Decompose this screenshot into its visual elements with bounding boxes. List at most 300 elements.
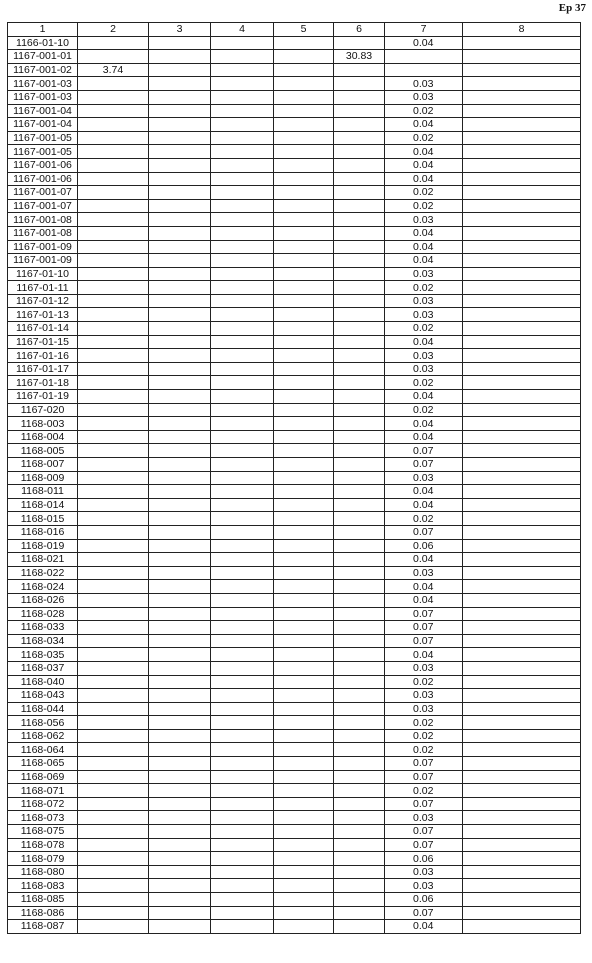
row-id-cell: 1167-001-07 xyxy=(8,186,78,200)
col8-cell xyxy=(463,322,581,336)
col5-cell xyxy=(274,281,334,295)
table-row xyxy=(8,158,581,172)
col8-cell xyxy=(463,661,581,675)
col2-cell xyxy=(78,879,149,893)
col4-cell xyxy=(211,36,274,50)
col7-cell: 0.04 xyxy=(385,593,463,607)
col6-cell xyxy=(334,226,385,240)
col5-cell xyxy=(274,213,334,227)
col8-cell xyxy=(463,362,581,376)
table-row xyxy=(8,36,581,50)
col7-cell: 0.03 xyxy=(385,294,463,308)
col5-cell xyxy=(274,77,334,91)
col7-cell: 0.07 xyxy=(385,458,463,472)
col8-cell xyxy=(463,458,581,472)
data-table xyxy=(7,22,581,934)
table-row xyxy=(8,716,581,730)
col4-cell xyxy=(211,525,274,539)
col3-cell xyxy=(149,36,211,50)
row-id-cell: 1168-004 xyxy=(8,430,78,444)
col3-cell xyxy=(149,607,211,621)
col3-cell xyxy=(149,797,211,811)
col7-cell: 0.03 xyxy=(385,213,463,227)
col2-cell xyxy=(78,335,149,349)
col5-cell xyxy=(274,36,334,50)
col4-cell xyxy=(211,104,274,118)
col8-cell xyxy=(463,648,581,662)
col5-cell xyxy=(274,199,334,213)
table-row xyxy=(8,607,581,621)
col5-cell xyxy=(274,50,334,64)
row-id-cell: 1168-024 xyxy=(8,580,78,594)
col7-cell xyxy=(385,63,463,77)
row-id-cell: 1168-019 xyxy=(8,539,78,553)
col2-cell xyxy=(78,893,149,907)
col3-cell xyxy=(149,199,211,213)
col3-cell xyxy=(149,539,211,553)
col8-cell xyxy=(463,838,581,852)
col6-cell xyxy=(334,471,385,485)
col6-cell xyxy=(334,593,385,607)
col8-cell xyxy=(463,566,581,580)
col3-cell xyxy=(149,335,211,349)
row-id-cell: 1167-001-08 xyxy=(8,226,78,240)
col7-cell: 0.07 xyxy=(385,444,463,458)
col7-cell: 0.07 xyxy=(385,525,463,539)
col5-cell xyxy=(274,417,334,431)
table-row xyxy=(8,254,581,268)
col2-cell xyxy=(78,716,149,730)
col4-cell xyxy=(211,702,274,716)
col2-cell xyxy=(78,158,149,172)
col6-cell xyxy=(334,607,385,621)
col8-cell xyxy=(463,186,581,200)
col4-cell xyxy=(211,797,274,811)
col2-cell xyxy=(78,36,149,50)
col2-cell xyxy=(78,403,149,417)
col4-cell xyxy=(211,485,274,499)
col7-cell: 0.04 xyxy=(385,498,463,512)
col4-cell xyxy=(211,444,274,458)
col5-cell xyxy=(274,267,334,281)
col6-cell xyxy=(334,689,385,703)
table-row xyxy=(8,512,581,526)
table-row xyxy=(8,172,581,186)
table-row xyxy=(8,199,581,213)
row-id-cell: 1168-072 xyxy=(8,797,78,811)
col4-cell xyxy=(211,729,274,743)
col7-cell: 0.02 xyxy=(385,512,463,526)
col3-cell xyxy=(149,118,211,132)
col5-cell xyxy=(274,865,334,879)
row-id-cell: 1167-001-09 xyxy=(8,240,78,254)
col3-cell xyxy=(149,553,211,567)
row-id-cell: 1167-01-11 xyxy=(8,281,78,295)
col8-cell xyxy=(463,770,581,784)
table-row xyxy=(8,104,581,118)
table-row xyxy=(8,784,581,798)
col6-cell xyxy=(334,267,385,281)
col7-cell: 0.07 xyxy=(385,621,463,635)
table-row xyxy=(8,661,581,675)
col5-cell xyxy=(274,702,334,716)
col4-cell xyxy=(211,172,274,186)
col4-cell xyxy=(211,322,274,336)
table-row xyxy=(8,621,581,635)
col8-cell xyxy=(463,77,581,91)
col5-cell xyxy=(274,471,334,485)
col7-cell: 0.04 xyxy=(385,226,463,240)
col4-cell xyxy=(211,743,274,757)
col3-cell xyxy=(149,186,211,200)
col8-cell xyxy=(463,621,581,635)
col4-cell xyxy=(211,838,274,852)
col8-cell xyxy=(463,716,581,730)
col2-cell xyxy=(78,539,149,553)
row-id-cell: 1168-016 xyxy=(8,525,78,539)
col7-cell: 0.02 xyxy=(385,729,463,743)
col8-cell xyxy=(463,281,581,295)
col8-cell xyxy=(463,675,581,689)
col7-cell: 0.03 xyxy=(385,349,463,363)
col8-cell xyxy=(463,390,581,404)
col5-cell xyxy=(274,335,334,349)
col6-cell xyxy=(334,525,385,539)
col3-cell xyxy=(149,621,211,635)
row-id-cell: 1167-001-05 xyxy=(8,145,78,159)
col7-cell: 0.04 xyxy=(385,648,463,662)
row-id-cell: 1168-033 xyxy=(8,621,78,635)
row-id-cell: 1167-001-01 xyxy=(8,50,78,64)
col4-cell xyxy=(211,199,274,213)
table-row xyxy=(8,213,581,227)
col4-cell xyxy=(211,716,274,730)
col2-cell xyxy=(78,77,149,91)
row-id-cell: 1168-015 xyxy=(8,512,78,526)
col5-cell xyxy=(274,349,334,363)
row-id-cell: 1167-001-04 xyxy=(8,104,78,118)
col4-cell xyxy=(211,77,274,91)
col4-cell xyxy=(211,879,274,893)
col8-cell xyxy=(463,811,581,825)
col6-cell xyxy=(334,131,385,145)
table-body xyxy=(8,36,581,933)
col4-cell xyxy=(211,593,274,607)
col6-cell xyxy=(334,797,385,811)
col3-cell xyxy=(149,417,211,431)
col8-cell xyxy=(463,131,581,145)
col2-cell xyxy=(78,525,149,539)
col8-cell xyxy=(463,471,581,485)
table-row xyxy=(8,458,581,472)
col5-cell xyxy=(274,729,334,743)
col8-cell xyxy=(463,417,581,431)
col2-cell xyxy=(78,322,149,336)
col6-cell xyxy=(334,376,385,390)
col5-cell xyxy=(274,811,334,825)
row-id-cell: 1167-001-03 xyxy=(8,77,78,91)
col5-cell xyxy=(274,90,334,104)
col7-cell: 0.02 xyxy=(385,186,463,200)
table-row xyxy=(8,743,581,757)
col2-cell xyxy=(78,90,149,104)
col6-cell xyxy=(334,390,385,404)
col4-cell xyxy=(211,498,274,512)
row-id-cell: 1166-01-10 xyxy=(8,36,78,50)
col3-cell xyxy=(149,689,211,703)
table-row xyxy=(8,770,581,784)
row-id-cell: 1167-001-09 xyxy=(8,254,78,268)
row-id-cell: 1168-044 xyxy=(8,702,78,716)
col5-cell xyxy=(274,689,334,703)
col7-cell: 0.03 xyxy=(385,702,463,716)
col4-cell xyxy=(211,63,274,77)
col7-cell: 0.06 xyxy=(385,852,463,866)
col3-cell xyxy=(149,281,211,295)
col5-cell xyxy=(274,498,334,512)
col3-cell xyxy=(149,838,211,852)
col6-cell xyxy=(334,430,385,444)
table-row xyxy=(8,63,581,77)
col6-cell xyxy=(334,553,385,567)
col3-cell xyxy=(149,757,211,771)
col2-cell xyxy=(78,240,149,254)
col6-cell xyxy=(334,36,385,50)
col7-cell: 0.04 xyxy=(385,240,463,254)
col8-cell xyxy=(463,485,581,499)
col4-cell xyxy=(211,566,274,580)
table-row xyxy=(8,362,581,376)
col3-cell xyxy=(149,825,211,839)
row-id-cell: 1168-014 xyxy=(8,498,78,512)
col3-cell xyxy=(149,811,211,825)
col6-cell xyxy=(334,539,385,553)
col2-cell xyxy=(78,199,149,213)
col8-cell xyxy=(463,607,581,621)
col6-cell xyxy=(334,308,385,322)
row-id-cell: 1167-020 xyxy=(8,403,78,417)
col6-cell xyxy=(334,77,385,91)
col2-cell xyxy=(78,566,149,580)
col3-cell xyxy=(149,743,211,757)
col7-cell: 0.02 xyxy=(385,675,463,689)
table-row xyxy=(8,281,581,295)
col7-cell: 0.02 xyxy=(385,104,463,118)
col6-cell xyxy=(334,838,385,852)
col3-cell xyxy=(149,376,211,390)
col2-cell xyxy=(78,498,149,512)
row-id-cell: 1167-001-08 xyxy=(8,213,78,227)
col8-cell xyxy=(463,879,581,893)
col3-cell xyxy=(149,498,211,512)
col3-cell xyxy=(149,213,211,227)
col6-cell xyxy=(334,294,385,308)
col6-cell xyxy=(334,240,385,254)
col6-cell xyxy=(334,417,385,431)
col8-cell xyxy=(463,784,581,798)
col2-cell xyxy=(78,648,149,662)
row-id-cell: 1168-079 xyxy=(8,852,78,866)
col3-cell xyxy=(149,104,211,118)
col2-cell xyxy=(78,172,149,186)
row-id-cell: 1168-075 xyxy=(8,825,78,839)
table-row xyxy=(8,376,581,390)
column-header-3: 3 xyxy=(149,23,211,37)
col5-cell xyxy=(274,158,334,172)
col7-cell: 0.07 xyxy=(385,906,463,920)
col8-cell xyxy=(463,335,581,349)
col5-cell xyxy=(274,757,334,771)
col3-cell xyxy=(149,593,211,607)
col7-cell xyxy=(385,50,463,64)
row-id-cell: 1168-080 xyxy=(8,865,78,879)
col7-cell: 0.02 xyxy=(385,716,463,730)
row-id-cell: 1167-001-06 xyxy=(8,172,78,186)
col7-cell: 0.03 xyxy=(385,267,463,281)
col5-cell xyxy=(274,920,334,934)
col4-cell xyxy=(211,118,274,132)
col2-cell xyxy=(78,743,149,757)
col6-cell xyxy=(334,498,385,512)
row-id-cell: 1167-001-05 xyxy=(8,131,78,145)
col4-cell xyxy=(211,865,274,879)
col8-cell xyxy=(463,172,581,186)
col6-cell xyxy=(334,322,385,336)
row-id-cell: 1168-087 xyxy=(8,920,78,934)
col7-cell: 0.04 xyxy=(385,390,463,404)
col8-cell xyxy=(463,920,581,934)
table-row xyxy=(8,335,581,349)
col3-cell xyxy=(149,322,211,336)
col5-cell xyxy=(274,784,334,798)
col6-cell xyxy=(334,852,385,866)
col5-cell xyxy=(274,648,334,662)
col2-cell xyxy=(78,621,149,635)
col6-cell xyxy=(334,634,385,648)
col2-cell xyxy=(78,689,149,703)
table-row xyxy=(8,825,581,839)
col4-cell xyxy=(211,458,274,472)
col7-cell: 0.07 xyxy=(385,825,463,839)
col5-cell xyxy=(274,145,334,159)
col2-cell xyxy=(78,661,149,675)
col4-cell xyxy=(211,661,274,675)
col8-cell xyxy=(463,267,581,281)
col4-cell xyxy=(211,689,274,703)
col8-cell xyxy=(463,104,581,118)
col4-cell xyxy=(211,770,274,784)
column-header-7: 7 xyxy=(385,23,463,37)
table-row xyxy=(8,90,581,104)
row-id-cell: 1167-001-03 xyxy=(8,90,78,104)
col3-cell xyxy=(149,77,211,91)
col3-cell xyxy=(149,63,211,77)
row-id-cell: 1168-003 xyxy=(8,417,78,431)
row-id-cell: 1168-065 xyxy=(8,757,78,771)
col3-cell xyxy=(149,267,211,281)
row-id-cell: 1168-083 xyxy=(8,879,78,893)
col8-cell xyxy=(463,199,581,213)
col8-cell xyxy=(463,580,581,594)
table-row xyxy=(8,226,581,240)
col6-cell xyxy=(334,145,385,159)
col6-cell xyxy=(334,349,385,363)
col6-cell xyxy=(334,158,385,172)
col3-cell xyxy=(149,131,211,145)
col6-cell xyxy=(334,865,385,879)
row-id-cell: 1167-001-04 xyxy=(8,118,78,132)
col2-cell xyxy=(78,865,149,879)
col4-cell xyxy=(211,281,274,295)
col4-cell xyxy=(211,430,274,444)
table-row xyxy=(8,852,581,866)
col3-cell xyxy=(149,90,211,104)
col6-cell xyxy=(334,566,385,580)
table-row xyxy=(8,50,581,64)
col5-cell xyxy=(274,634,334,648)
col5-cell xyxy=(274,131,334,145)
col5-cell xyxy=(274,593,334,607)
col7-cell: 0.07 xyxy=(385,634,463,648)
col6-cell xyxy=(334,825,385,839)
col8-cell xyxy=(463,63,581,77)
table-row xyxy=(8,893,581,907)
row-id-cell: 1168-085 xyxy=(8,893,78,907)
col3-cell xyxy=(149,634,211,648)
col5-cell xyxy=(274,362,334,376)
col2-cell xyxy=(78,213,149,227)
col8-cell xyxy=(463,729,581,743)
col2-cell xyxy=(78,770,149,784)
row-id-cell: 1167-01-18 xyxy=(8,376,78,390)
col8-cell xyxy=(463,294,581,308)
row-id-cell: 1168-040 xyxy=(8,675,78,689)
row-id-cell: 1167-01-16 xyxy=(8,349,78,363)
col3-cell xyxy=(149,648,211,662)
col7-cell: 0.03 xyxy=(385,308,463,322)
col7-cell: 0.02 xyxy=(385,322,463,336)
row-id-cell: 1168-086 xyxy=(8,906,78,920)
col3-cell xyxy=(149,661,211,675)
col2-cell xyxy=(78,294,149,308)
table-row xyxy=(8,308,581,322)
row-id-cell: 1168-071 xyxy=(8,784,78,798)
row-id-cell: 1168-028 xyxy=(8,607,78,621)
col3-cell xyxy=(149,145,211,159)
col4-cell xyxy=(211,376,274,390)
col5-cell xyxy=(274,675,334,689)
col4-cell xyxy=(211,213,274,227)
col6-cell xyxy=(334,675,385,689)
col5-cell xyxy=(274,430,334,444)
col8-cell xyxy=(463,893,581,907)
col8-cell xyxy=(463,145,581,159)
row-id-cell: 1167-01-15 xyxy=(8,335,78,349)
col7-cell: 0.02 xyxy=(385,784,463,798)
col6-cell xyxy=(334,213,385,227)
column-header-5: 5 xyxy=(274,23,334,37)
col4-cell xyxy=(211,621,274,635)
col2-cell xyxy=(78,906,149,920)
col3-cell xyxy=(149,784,211,798)
col6-cell xyxy=(334,199,385,213)
col5-cell xyxy=(274,906,334,920)
col6-cell xyxy=(334,485,385,499)
col6-cell xyxy=(334,879,385,893)
col7-cell: 0.06 xyxy=(385,893,463,907)
col6-cell xyxy=(334,104,385,118)
col4-cell xyxy=(211,267,274,281)
